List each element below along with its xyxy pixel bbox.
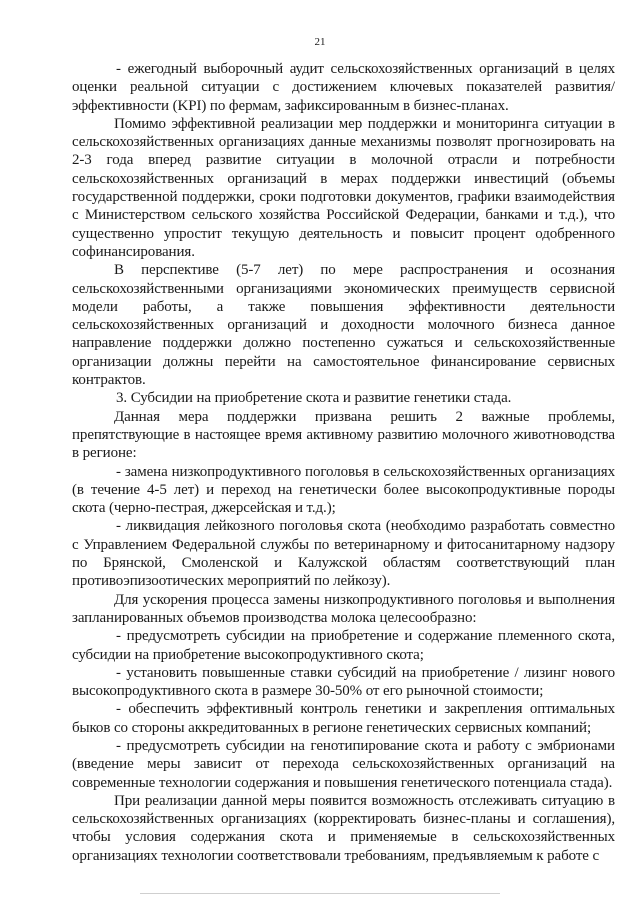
paragraph-audit-item: - ежегодный выборочный аудит сельскохозяйственных организаций в целях оценки реальной ситуации с достижением ключевых показателей развития/эффективности (KPI) по фермам, зафиксированным в бизнес-планах.	[72, 61, 615, 114]
paragraph-problems-intro: Данная мера поддержки призвана решить 2 важные проблемы, препятствующие в настоящее время активному развитию молочного животноводства в регионе:	[72, 408, 615, 462]
list-item-breeding-subsidies: - предусмотреть субсидии на приобретение и содержание племенного скота, субсидии на приобретение высокопродуктивного скота;	[72, 628, 615, 663]
list-item-genotyping: - предусмотреть субсидии на генотипирование скота и работу с эмбрионами (введение меры зависит от перехода сельскохозяйственных организаций на современные технологии содержания и повышения генетического потенциала стада).	[72, 737, 615, 791]
page-number: 21	[314, 36, 326, 48]
section-heading-subsidies: 3. Субсидии на приобретение скота и развитие генетики стада.	[116, 390, 512, 407]
list-item-genetics-control: - обеспечить эффективный контроль генетики и закрепления оптимальных быков со стороны аккредитованных в регионе генетических сервисных компаний;	[72, 701, 615, 736]
list-item-herd-replacement: - замена низкопродуктивного поголовья в сельскохозяйственных организациях (в течение 4-5 лет) и переход на генетически более высокопродуктивные породы скота (черно-пестрая, джерсейская и т.д.);	[72, 463, 615, 517]
paragraph-monitoring: При реализации данной меры появится возможность отслеживать ситуацию в сельскохозяйственных организациях (корректировать бизнес-планы и соглашения), чтобы условия содержания скота и применяемые в сельскохозяйственных организациях технологии соответствовали требованиям, предъявляемым к работе с	[72, 792, 615, 864]
paragraph-perspective: В перспективе (5-7 лет) по мере распространения и осознания сельскохозяйственными организациями экономических преимуществ сервисной модели работы, а также повышения эффективности деятельности сельскохозяйственных организаций и доходности молочного бизнеса данное направление поддержки должно постепенно сужаться и сельскохозяйственные организации должны перейти на самостоятельное финансирование сервисных контрактов.	[72, 262, 615, 389]
page-bottom-edge	[140, 893, 500, 894]
list-item-leukosis: - ликвидация лейкозного поголовья скота (необходимо разработать совместно с Управлением Федеральной службы по ветеринарному и фитосанитарному надзору по Брянской, Смоленской и Калужской областям соответствующий план противоэпизоотических мероприятий по лейкозу).	[72, 518, 615, 590]
list-item-increased-rates: - установить повышенные ставки субсидий на приобретение / лизинг нового высокопродуктивного скота в размере 30-50% от его рыночной стоимости;	[72, 664, 615, 700]
paragraph-acceleration: Для ускорения процесса замены низкопродуктивного поголовья и выполнения запланированных объемов производства молока целесообразно:	[72, 591, 615, 626]
paragraph-forecasting: Помимо эффективной реализации мер поддержки и мониторинга ситуации в сельскохозяйственных организациях данные механизмы позволят прогнозировать на 2-3 года вперед развитие ситуации в молочной отрасли и потребности сельскохозяйственных организаций в мерах поддержки инвестиций (объемы государственной поддержки, сроки подготовки документов, графики взаимодействия с Министерством сельского хозяйства Российской Федерации, банками и т.д.), что существенно упростит текущую деятельность и повысит процент одобренного софинансирования.	[72, 115, 615, 260]
document-body	[72, 60, 615, 865]
